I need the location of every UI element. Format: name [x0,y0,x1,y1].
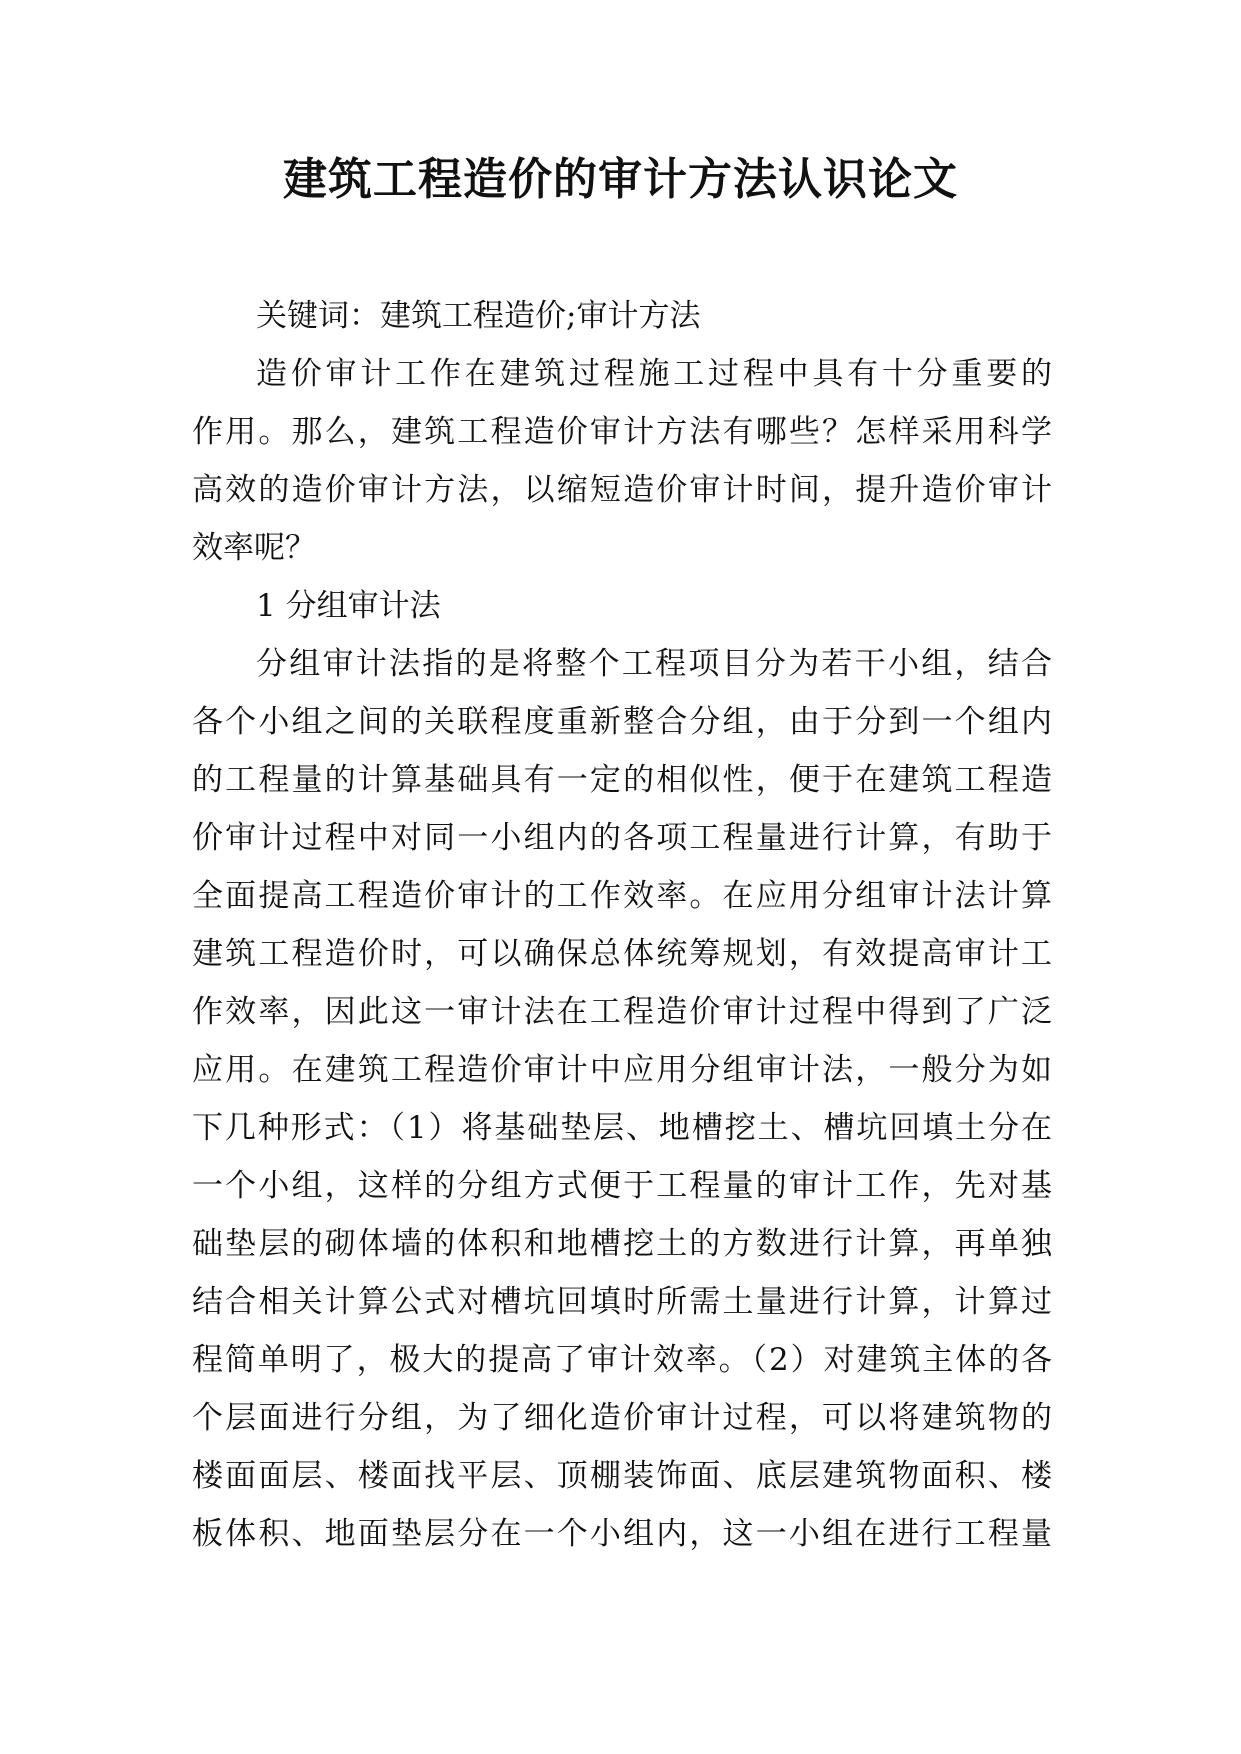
document-body [192,287,1052,1563]
paragraph-line: 全面提高工程造价审计的工作效率。在应用分组审计法计算 [192,878,1052,914]
paragraph-line: 下几种形式：（1）将基础垫层、地槽挖土、槽坑回填土分在 [192,1110,1052,1146]
paragraph-line: 程简单明了，极大的提高了审计效率。（2）对建筑主体的各 [192,1342,1052,1378]
paragraph-line: 作效率，因此这一审计法在工程造价审计过程中得到了广泛 [192,994,1052,1030]
intro-paragraph [192,345,1052,577]
paragraph-line: 作用。那么，建筑工程造价审计方法有哪些？怎样采用科学 [192,414,1052,450]
paragraph-line: 础垫层的砌体墙的体积和地槽挖土的方数进行计算，再单独 [192,1226,1052,1262]
paragraph-line: 造价审计工作在建筑过程施工过程中具有十分重要的 [256,356,1052,392]
paragraph-line: 高效的造价审计方法，以缩短造价审计时间，提升造价审计 [192,472,1052,508]
document-title: 建筑工程造价的审计方法认识论文 [283,154,958,205]
paragraph-line: 各个小组之间的关联程度重新整合分组，由于分到一个组内 [192,704,1052,740]
section-heading: 1 分组审计法 [256,588,441,624]
keywords-line: 关键词：建筑工程造价;审计方法 [256,298,701,334]
paragraph-line: 结合相关计算公式对槽坑回填时所需土量进行计算，计算过 [192,1284,1052,1320]
paragraph-line: 建筑工程造价时，可以确保总体统筹规划，有效提高审计工 [192,936,1052,972]
paragraph-line: 楼面面层、楼面找平层、顶棚装饰面、底层建筑物面积、楼 [192,1458,1052,1494]
paragraph-line: 应用。在建筑工程造价审计中应用分组审计法，一般分为如 [192,1052,1052,1088]
paragraph-line: 个层面进行分组，为了细化造价审计过程，可以将建筑物的 [192,1400,1052,1436]
paragraph-line: 价审计过程中对同一小组内的各项工程量进行计算，有助于 [192,820,1052,856]
section-paragraph [192,635,1052,1563]
paragraph-line: 分组审计法指的是将整个工程项目分为若干小组，结合 [256,646,1052,682]
paragraph-line: 板体积、地面垫层分在一个小组内，这一小组在进行工程量 [192,1516,1052,1552]
paragraph-line: 一个小组，这样的分组方式便于工程量的审计工作，先对基 [192,1168,1052,1204]
paragraph-line: 效率呢？ [192,530,316,566]
paragraph-line: 的工程量的计算基础具有一定的相似性，便于在建筑工程造 [192,762,1052,798]
